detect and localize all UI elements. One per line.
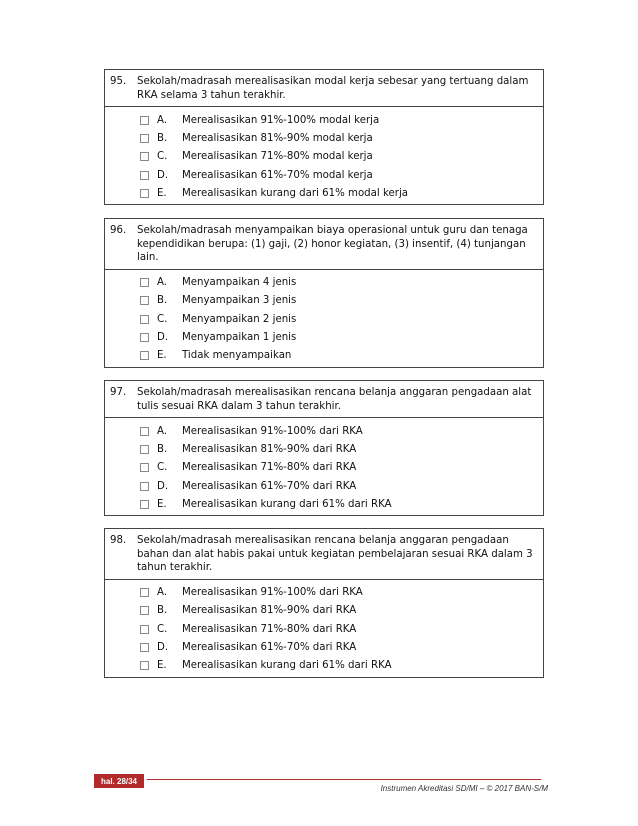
question-header: [105, 219, 543, 270]
question-98: [104, 528, 544, 678]
question-95: [104, 69, 544, 205]
options-list: [105, 270, 543, 367]
checkbox-icon[interactable]: [140, 463, 149, 472]
option-c[interactable]: [105, 310, 543, 328]
question-text: Sekolah/madrasah menyampaikan biaya operasional untuk guru dan tenaga kependidikan berupa: (1) gaji, (2) honor kegiatan, (3) insentif, (4) tunjangan lain.: [137, 225, 528, 263]
question-header: [105, 70, 543, 107]
option-text: Merealisasikan 71%-80% modal kerja: [182, 151, 373, 163]
question-header: [105, 381, 543, 418]
option-letter: B.: [157, 605, 168, 617]
option-text: Merealisasikan 81%-90% dari RKA: [182, 443, 357, 455]
option-letter: C.: [157, 623, 168, 635]
option-text: Merealisasikan 71%-80% dari RKA: [182, 462, 357, 474]
checkbox-icon[interactable]: [140, 427, 149, 436]
option-b[interactable]: [105, 292, 543, 310]
option-text: Merealisasikan 61%-70% dari RKA: [182, 642, 357, 654]
option-b[interactable]: [105, 602, 543, 620]
checkbox-icon[interactable]: [140, 351, 149, 360]
checkbox-icon[interactable]: [140, 171, 149, 180]
option-a[interactable]: [105, 422, 543, 440]
question-number: 96.: [110, 225, 127, 236]
option-text: Menyampaikan 1 jenis: [182, 332, 297, 344]
option-text: Merealisasikan 81%-90% dari RKA: [182, 605, 357, 617]
question-96: [104, 218, 544, 368]
checkbox-icon[interactable]: [140, 625, 149, 634]
checkbox-icon[interactable]: [140, 606, 149, 615]
option-text: Tidak menyampaikan: [182, 350, 292, 362]
option-letter: A.: [157, 114, 168, 126]
option-a[interactable]: [105, 584, 543, 602]
option-letter: C.: [157, 313, 168, 325]
option-letter: A.: [157, 587, 168, 599]
option-a[interactable]: [105, 274, 543, 292]
option-letter: C.: [157, 462, 168, 474]
option-letter: D.: [157, 642, 169, 654]
option-letter: A.: [157, 277, 168, 289]
option-e[interactable]: [105, 657, 543, 675]
option-b[interactable]: [105, 440, 543, 458]
question-number: 98.: [110, 535, 127, 546]
option-text: Merealisasikan 61%-70% modal kerja: [182, 169, 373, 181]
option-text: Merealisasikan 71%-80% dari RKA: [182, 623, 357, 635]
checkbox-icon[interactable]: [140, 296, 149, 305]
checkbox-icon[interactable]: [140, 278, 149, 287]
checkbox-icon[interactable]: [140, 500, 149, 509]
checkbox-icon[interactable]: [140, 134, 149, 143]
options-list: [105, 580, 543, 677]
option-d[interactable]: [105, 477, 543, 495]
option-text: Merealisasikan kurang dari 61% modal kerja: [182, 187, 409, 199]
footer-credit: Instrumen Akreditasi SD/MI – © 2017 BAN-S/M: [380, 784, 548, 793]
option-letter: E.: [157, 498, 167, 510]
option-e[interactable]: [105, 347, 543, 365]
option-c[interactable]: [105, 148, 543, 166]
option-letter: E.: [157, 187, 167, 199]
option-b[interactable]: [105, 129, 543, 147]
checkbox-icon[interactable]: [140, 189, 149, 198]
option-letter: E.: [157, 660, 167, 672]
checkbox-icon[interactable]: [140, 445, 149, 454]
option-c[interactable]: [105, 459, 543, 477]
option-letter: D.: [157, 332, 169, 344]
option-letter: D.: [157, 169, 169, 181]
question-97: [104, 380, 544, 516]
option-letter: D.: [157, 480, 169, 492]
options-list: [105, 107, 543, 204]
option-c[interactable]: [105, 620, 543, 638]
option-e[interactable]: [105, 184, 543, 202]
option-letter: A.: [157, 425, 168, 437]
option-text: Merealisasikan kurang dari 61% dari RKA: [182, 660, 392, 672]
option-letter: C.: [157, 151, 168, 163]
question-text: Sekolah/madrasah merealisasikan modal kerja sebesar yang tertuang dalam RKA selama 3 tahun terakhir.: [137, 76, 529, 101]
question-text: Sekolah/madrasah merealisasikan rencana belanja anggaran pengadaan bahan dan alat habis pakai untuk kegiatan pembelajaran sesuai RKA dalam 3 tahun terakhir.: [137, 535, 533, 573]
question-number: 97.: [110, 387, 127, 398]
checkbox-icon[interactable]: [140, 482, 149, 491]
question-number: 95.: [110, 76, 127, 87]
option-e[interactable]: [105, 495, 543, 513]
option-a[interactable]: [105, 111, 543, 129]
checkbox-icon[interactable]: [140, 661, 149, 670]
checkbox-icon[interactable]: [140, 116, 149, 125]
option-text: Merealisasikan 91%-100% dari RKA: [182, 425, 363, 437]
option-text: Merealisasikan kurang dari 61% dari RKA: [182, 498, 392, 510]
option-letter: E.: [157, 350, 167, 362]
option-text: Merealisasikan 81%-90% modal kerja: [182, 132, 373, 144]
option-letter: B.: [157, 132, 168, 144]
option-text: Menyampaikan 4 jenis: [182, 277, 297, 289]
option-text: Merealisasikan 61%-70% dari RKA: [182, 480, 357, 492]
option-text: Menyampaikan 3 jenis: [182, 295, 297, 307]
checkbox-icon[interactable]: [140, 315, 149, 324]
option-d[interactable]: [105, 638, 543, 656]
option-letter: B.: [157, 443, 168, 455]
question-header: [105, 529, 543, 580]
checkbox-icon[interactable]: [140, 588, 149, 597]
option-text: Menyampaikan 2 jenis: [182, 313, 297, 325]
page-number-badge: hal. 28/34: [94, 774, 144, 788]
option-text: Merealisasikan 91%-100% dari RKA: [182, 587, 363, 599]
checkbox-icon[interactable]: [140, 152, 149, 161]
question-text: Sekolah/madrasah merealisasikan rencana belanja anggaran pengadaan alat tulis sesuai RKA dalam 3 tahun terakhir.: [137, 387, 532, 412]
footer-divider: [147, 779, 541, 780]
option-letter: B.: [157, 295, 168, 307]
checkbox-icon[interactable]: [140, 333, 149, 342]
options-list: [105, 418, 543, 515]
option-text: Merealisasikan 91%-100% modal kerja: [182, 114, 380, 126]
option-d[interactable]: [105, 328, 543, 346]
checkbox-icon[interactable]: [140, 643, 149, 652]
option-d[interactable]: [105, 166, 543, 184]
